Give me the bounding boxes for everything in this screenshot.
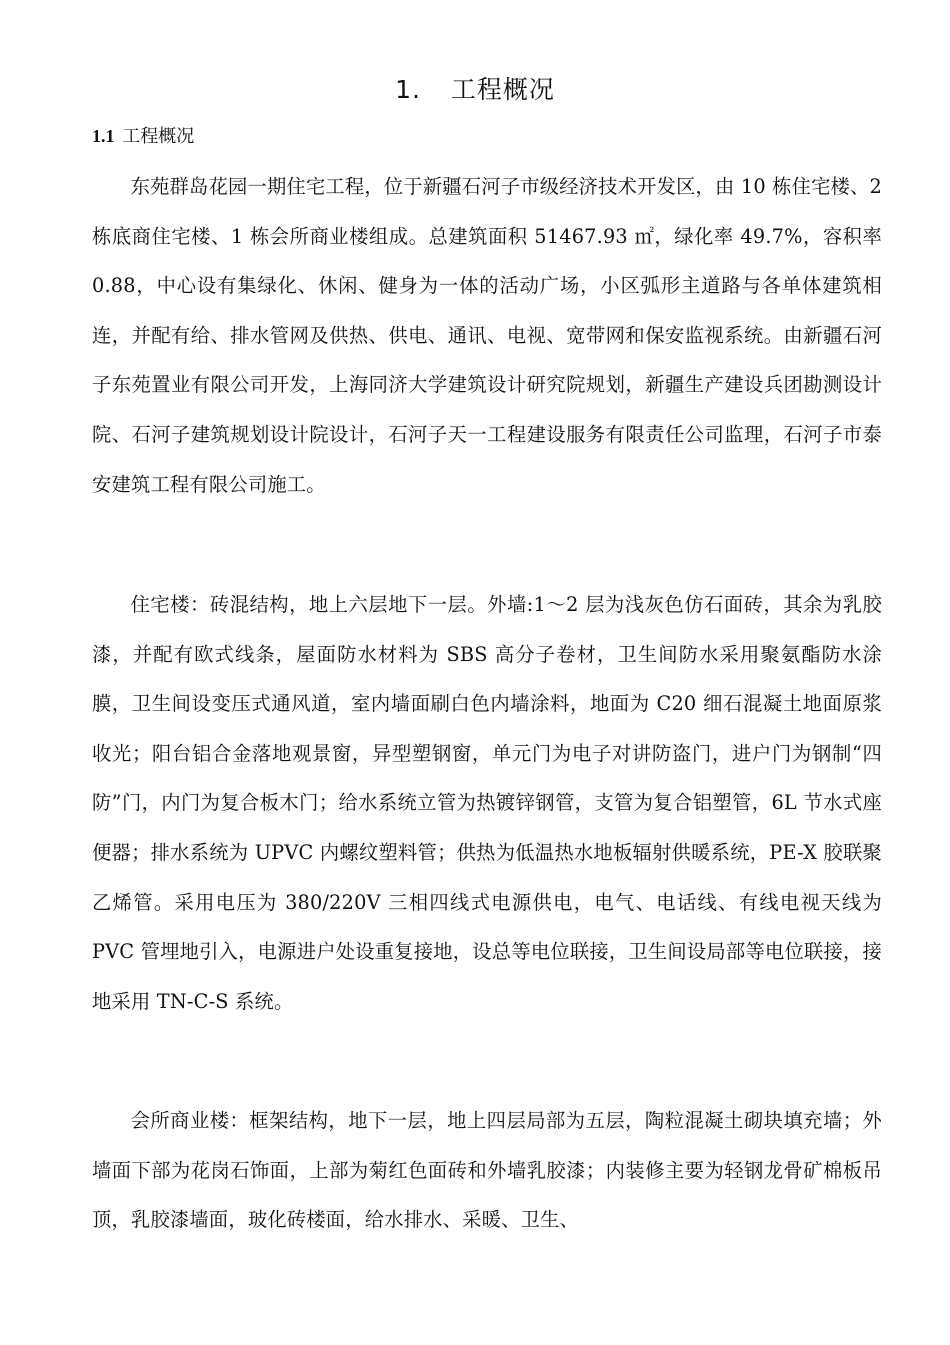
paragraph-clubhouse-commercial: 会所商业楼：框架结构，地下一层，地上四层局部为五层，陶粒混凝土砌块填充墙；外墙面下部为花岗石饰面，上部为菊红色面砖和外墙乳胶漆；内装修主要为轻钢龙骨矿棉板吊顶，乳胶漆墙面，玻化砖楼面，给水排水、采暖、卫生、 [92,1109,882,1232]
section-heading [92,120,194,153]
title-text: 工程概况 [450,75,555,104]
paragraph-project-overview: 东苑群岛花园一期住宅工程，位于新疆石河子市级经济技术开发区，由 10 栋住宅楼、2 栋底商住宅楼、1 栋会所商业楼组成。总建筑面积 51467.93 ㎡，绿化率 49.7%，容积率 0.88，中心设有集绿化、休闲、健身为一体的活动广场，小区弧形主道路与各单体建筑相连，并配有给、排水管网及供热、供电、通讯、电视、宽带网和保安监视系统。由新疆石河子东苑置业有限公司开发，上海同济大学建筑设计研究院规划，新疆生产建设兵团勘测设计院、石河子建筑规划设计院设计，石河子天一工程建设服务有限责任公司监理，石河子市泰安建筑工程有限公司施工。 [92,175,882,496]
title-number: 1. [395,75,421,104]
section-title: 工程概况 [122,126,195,147]
document-title [0,72,950,108]
section-number: 1.1 [92,126,115,146]
paragraph-residential-buildings: 住宅楼：砖混结构，地上六层地下一层。外墙:1～2 层为浅灰色仿石面砖，其余为乳胶漆，并配有欧式线条，屋面防水材料为 SBS 高分子卷材，卫生间防水采用聚氨酯防水涂膜，卫生间设变压式通风道，室内墙面刷白色内墙涂料，地面为 C20 细石混凝土地面原浆收光；阳台铝合金落地观景窗，异型塑钢窗，单元门为电子对讲防盗门，进户门为钢制“四防”门，内门为复合板木门；给水系统立管为热镀锌钢管，支管为复合铝塑管，6L 节水式座便器；排水系统为 UPVC 内螺纹塑料管；供热为低温热水地板辐射供暖系统，PE-X 胶联聚乙烯管。采用电压为 380/220V 三相四线式电源供电，电气、电话线、有线电视天线为 PVC 管埋地引入，电源进户处设重复接地，设总等电位联接，卫生间设局部等电位联接，接地采用 TN-C-S 系统。 [92,593,883,1013]
